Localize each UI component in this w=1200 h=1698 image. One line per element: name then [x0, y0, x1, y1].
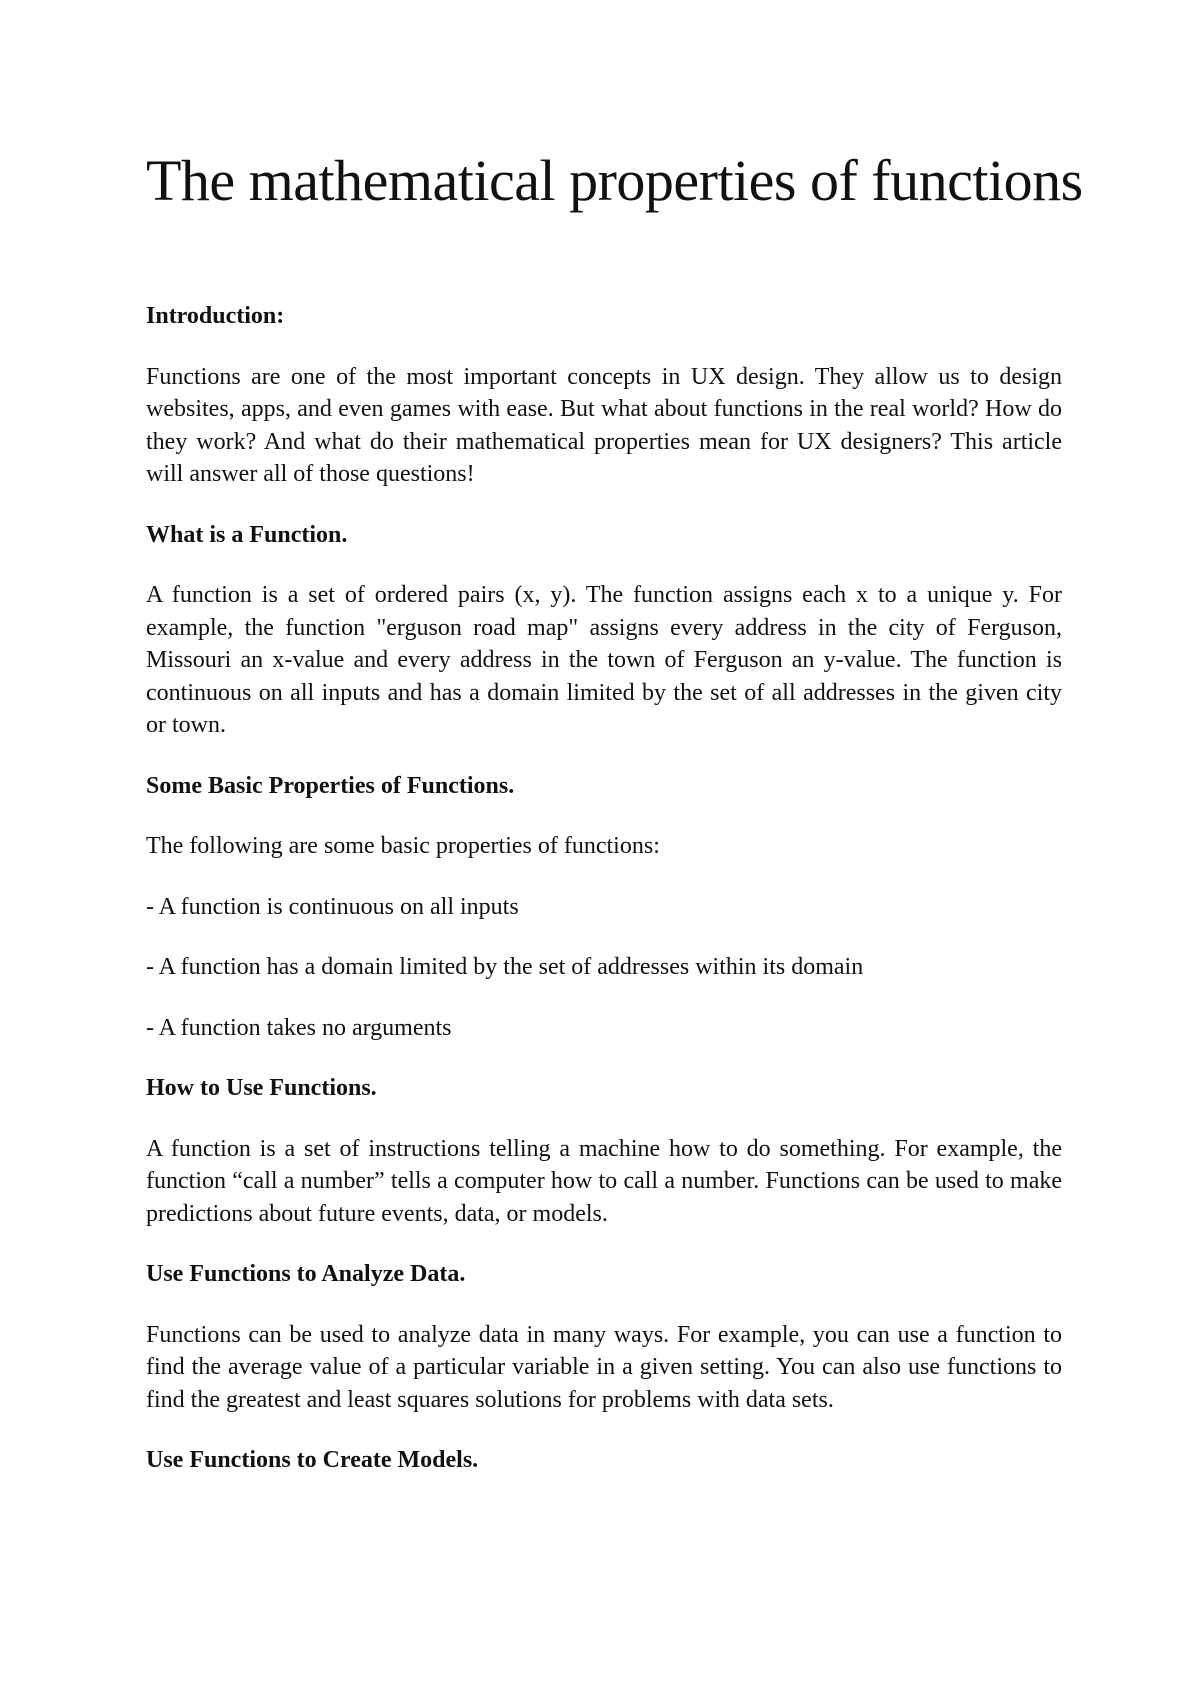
list-item: - A function takes no arguments — [146, 1014, 452, 1041]
analyze-data-paragraph: Functions can be used to analyze data in many ways. For example, you can use a function to find the average value of a particular variable in a given setting. You can also use functions to find the greatest and least squares solutions for problems with data sets. — [146, 1321, 1062, 1413]
basic-properties-intro: The following are some basic properties of functions: — [146, 833, 660, 859]
what-is-a-function-paragraph: A function is a set of ordered pairs (x, y). The function assigns each x to a unique y. For example, the function "erguson road map" assigns every address in the city of Ferguson, Missouri an x-value and every address in the town of Ferguson an y-value. The function is continuous on all inputs and has a domain limited by the set of all addresses in the given city or town. — [146, 582, 1062, 738]
section-heading-basic-properties: Some Basic Properties of Functions. — [146, 772, 515, 799]
section-heading-introduction: Introduction: — [146, 303, 285, 329]
list-item: - A function is continuous on all inputs — [146, 893, 519, 920]
section-heading-what-is-a-function: What is a Function. — [146, 521, 348, 548]
document-body — [146, 300, 1062, 1505]
section-heading-how-to-use: How to Use Functions. — [146, 1075, 377, 1101]
how-to-use-paragraph: A function is a set of instructions telling a machine how to do something. For example, the function “call a number” tells a computer how to call a number. Functions can be used to make predictions about future events, data, or models. — [146, 1135, 1062, 1227]
section-heading-create-models: Use Functions to Create Models. — [146, 1447, 479, 1473]
list-item: - A function has a domain limited by the set of addresses within its domain — [146, 954, 864, 980]
section-heading-analyze-data: Use Functions to Analyze Data. — [146, 1261, 466, 1287]
introduction-paragraph: Functions are one of the most important concepts in UX design. They allow us to design websites, apps, and even games with ease. But what about functions in the real world? How do they work? And what do their mathematical properties mean for UX designers? This article will answer all of those questions! — [146, 363, 1062, 487]
page-title: The mathematical properties of functions — [146, 148, 1083, 213]
